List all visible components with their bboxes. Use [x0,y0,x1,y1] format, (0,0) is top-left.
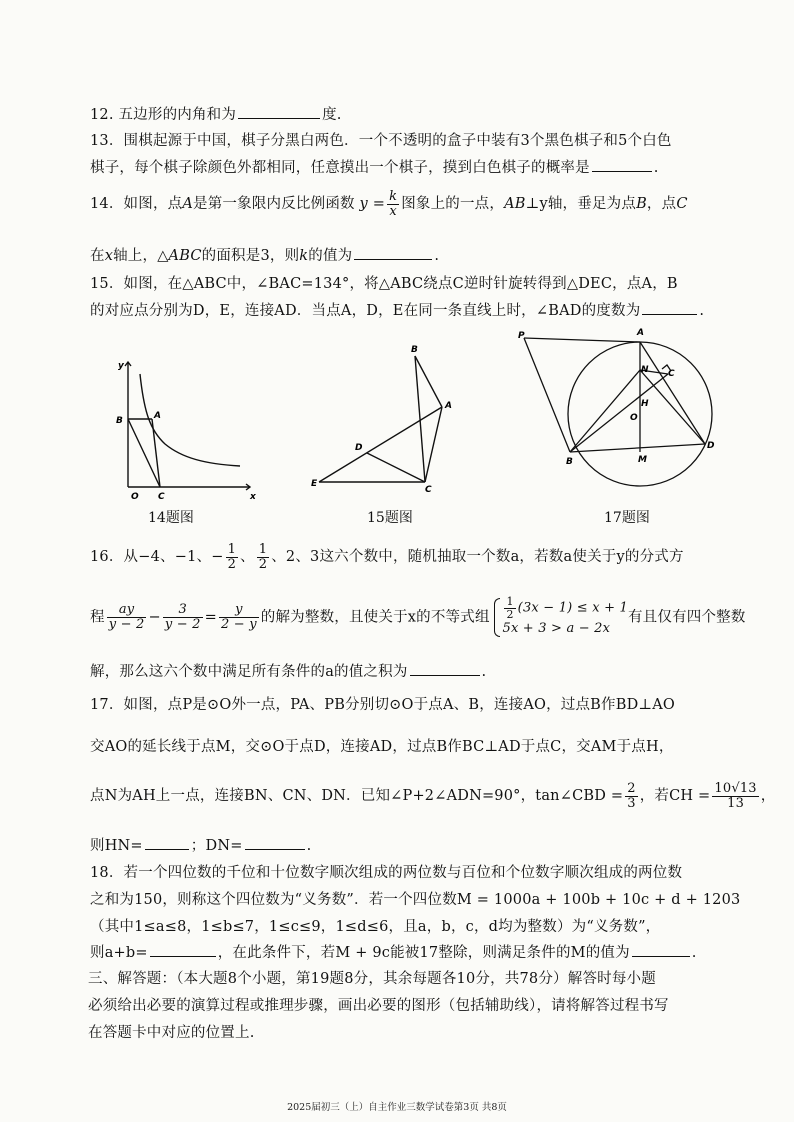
q17-l4b: ；DN= [190,838,243,854]
q18-line1: 18．若一个四位数的千位和十位数字顺次组成的两位数与百位和个位数字顺次组成的两位数 [90,865,683,881]
q16-blank [410,674,480,676]
fig17-caption: 17题图 [604,510,650,526]
q14-kx-fraction [387,190,399,218]
q17-tan-n: 2 [627,781,636,796]
q16-h-n: 1 [227,542,237,557]
q16-ineq2: 5x + 3 > a − 2x [502,621,611,637]
fig14-ac [152,419,160,487]
fig17-label-a: A [637,328,644,338]
fig17-label-d: D [707,441,715,451]
fig15-ac [425,407,442,482]
q16-ineq1-rest: (3x − 1) ≤ x + 1 [517,600,628,616]
q13-line1: 13．围棋起源于中国，棋子分黑白两色．一个不透明的盒子中装有3个黑色棋子和5个白色 [90,133,672,149]
fig15-caption: 15题图 [367,510,413,526]
q16-line3 [90,660,486,681]
q12-text: 12. 五边形的内角和为 [90,107,237,123]
fig14-bc [128,419,160,487]
q16-f1d: y − 2 [108,616,145,632]
q17-tan-d: 3 [627,795,636,811]
q14-ab: AB [504,196,526,213]
fig17-nd [640,370,705,444]
fig17-bn [570,370,640,452]
q16-ineq1-n: 1 [506,595,514,608]
q14-pc: ，点 [646,196,677,213]
q16-f2n: 3 [163,603,203,618]
q13-line2 [90,156,659,177]
q18-line3: （其中1≤a≤8，1≤b≤7，1≤c≤9，1≤d≤6，且a，b，c，d均为整数）为“义务数”， [90,919,661,935]
fig14-label-b: B [116,416,123,426]
q18-line4 [90,941,697,962]
q16-end: . [481,664,487,680]
q16-l3: 解，那么这六个数中满足所有条件的a的值之积为 [90,664,408,680]
q15-end: . [699,303,705,319]
q16-line1 [90,543,684,571]
q14-x: x [389,203,397,219]
q16-h2-n: 1 [258,542,268,557]
q16-eq: = [204,609,217,626]
fig15-label-d: D [355,443,363,453]
q16-l2a: 程 [90,609,105,626]
q17-blank-hn [145,848,189,850]
fig17-label-c: C [668,369,675,379]
q14-perp: ⊥y轴，垂足为点 [525,196,637,213]
q17-end: . [306,838,312,854]
fig15-dc [367,453,425,482]
q16-l2c: 有且仅有四个整数 [627,609,746,626]
section3-line2: 必须给出必要的演算过程或推理步骤，画出必要的图形（包括辅助线），请将解答过程书写 [88,998,669,1014]
q16-f3d: 2 − y [220,616,257,632]
fig17-label-m: M [638,455,647,465]
q14-l2a: 在 [90,248,105,264]
q14-line1 [90,190,688,218]
q17-tan-frac [625,782,637,810]
q16-ineq1 [502,596,628,620]
q16-p2: 、2、3这六个数中，随机抽取一个数a，若数a使关于y的分式方 [271,549,684,566]
fig17-bd [570,444,705,452]
q14-end: . [434,248,440,264]
q17-blank-dn [245,848,305,850]
q14-p3: 图象上的一点， [401,196,505,213]
q16-h-d: 2 [227,556,237,572]
fig14-label-c: C [158,492,165,502]
fig17-label-o: O [630,413,638,423]
q18-end: . [691,945,697,961]
q16-sep: 、 [240,549,255,566]
q18-l4b: ，在此条件下，若M + 9c能被17整除，则满足条件的M的值为 [217,945,630,961]
fig14-label-a: A [154,411,161,421]
q14-l2b: 轴上，△ [113,248,169,264]
q14-b: B [636,196,647,213]
figure-15 [305,340,465,500]
q16-frac3 [219,603,259,631]
q14-line2 [90,244,439,265]
q14-l2d: 的值为 [308,248,353,264]
section3-line3: 在答题卡中对应的位置上. [88,1025,255,1041]
q17-ch-frac [712,782,758,810]
fig15-label-c: C [425,485,432,495]
fig17-label-n: N [641,365,649,375]
q16-ineq1-frac [504,596,515,620]
fig17-ad [640,342,705,444]
figure-14 [110,352,260,502]
q17-ch-n: 10√13 [714,781,757,796]
q14-yeq: y = [359,196,386,213]
q14-l2k: k [299,248,309,264]
q12-blank [238,117,320,119]
q16-h2-d: 2 [258,556,268,572]
fig14-caption: 14题图 [148,510,194,526]
fig14-label-o: O [131,492,139,502]
fig17-pb [524,338,570,452]
q14-blank [354,258,432,260]
q13-end: . [653,160,659,176]
q17-l3a: 点N为AH上一点，连接BN、CN、DN．已知∠P+2∠ADN=90°，tan∠CBD = [90,788,624,805]
q14-k: k [389,189,398,204]
fig15-label-e: E [311,479,318,489]
q14-p2: 是第一象限内反比例函数 [193,196,355,213]
q13-line2-text: 棋子，每个棋子除颜色外都相同，任意摸出一个棋子，摸到白色棋子的概率是 [90,160,590,176]
q16-f1n: ay [107,603,147,618]
fig14-label-y: y [118,361,124,371]
q16-half [257,543,269,571]
q15-line2-text: 的对应点分别为D，E，连接AD．当点A，D，E在同一条直线上时，∠BAD的度数为 [90,303,641,319]
page-footer: 2025届初三（上）自主作业三数学试卷第3页 共8页 [287,1102,507,1113]
q18-blank-ab [150,955,216,957]
q16-line2 [90,596,746,639]
q16-frac2 [163,603,203,631]
q16-minus: − [148,609,161,626]
q14-abc: ABC [168,248,202,264]
q16-ineq1-d: 2 [506,607,514,621]
q16-inequality-system [494,596,628,639]
q18-l4a: 则a+b= [90,945,148,961]
fig17-pa [524,338,640,342]
q14-p1: 14．如图，点 [90,196,183,213]
figure-17 [510,322,720,502]
q12 [90,103,342,124]
q15-line1: 15．如图，在△ABC中，∠BAC=134°，将△ABC绕点C逆时针旋转得到△DEC，点A，B [90,276,678,292]
q16-p1: 16．从−4、−1、− [90,549,224,566]
q13-blank [592,170,652,172]
fig14-label-x: x [250,492,256,502]
q17-line3 [90,782,775,810]
q17-line1: 17．如图，点P是⊙O外一点，PA、PB分别切⊙O于点A、B，连接AO，过点B作BD⊥AO [90,697,676,713]
q16-half-neg [226,543,238,571]
q18-line2: 之和为150，则称这个四位数为“义务数”．若一个四位数M = 1000a + 100b + 10c + d + 1203 [90,892,741,908]
fig15-label-b: B [411,345,418,355]
q16-f3n: y [219,603,259,618]
q14-c: C [676,196,688,213]
q14-a: A [182,196,194,213]
q12-suffix: 度. [322,107,342,123]
fig15-label-a: A [445,401,452,411]
q18-blank-m [632,955,690,957]
q17-l3b: ，若CH = [639,788,711,805]
q16-frac1 [107,603,147,631]
fig17-label-p: P [518,331,525,341]
q17-l3c: ， [760,788,776,805]
q17-l4a: 则HN= [90,838,143,854]
q17-line2: 交AO的延长线于点M，交⊙O于点D，连接AD，过点B作BC⊥AD于点C，交AM于点H， [90,739,674,755]
q14-l2c: 的面积是3，则 [201,248,300,264]
section3-line1: 三、解答题：（本大题8个小题，第19题8分，其余每题各10分，共78分）解答时每小题 [88,971,656,987]
q17-ch-d: 13 [727,795,745,811]
q16-f2d: y − 2 [164,616,201,632]
fig17-label-b: B [566,457,573,467]
q17-line4 [90,834,311,855]
q15-blank [642,313,697,315]
q14-l2x: x [104,248,114,264]
fig17-label-h: H [641,399,649,409]
q16-l2b: 的解为整数，且使关于x的不等式组 [260,609,490,626]
q15-line2 [90,299,704,320]
